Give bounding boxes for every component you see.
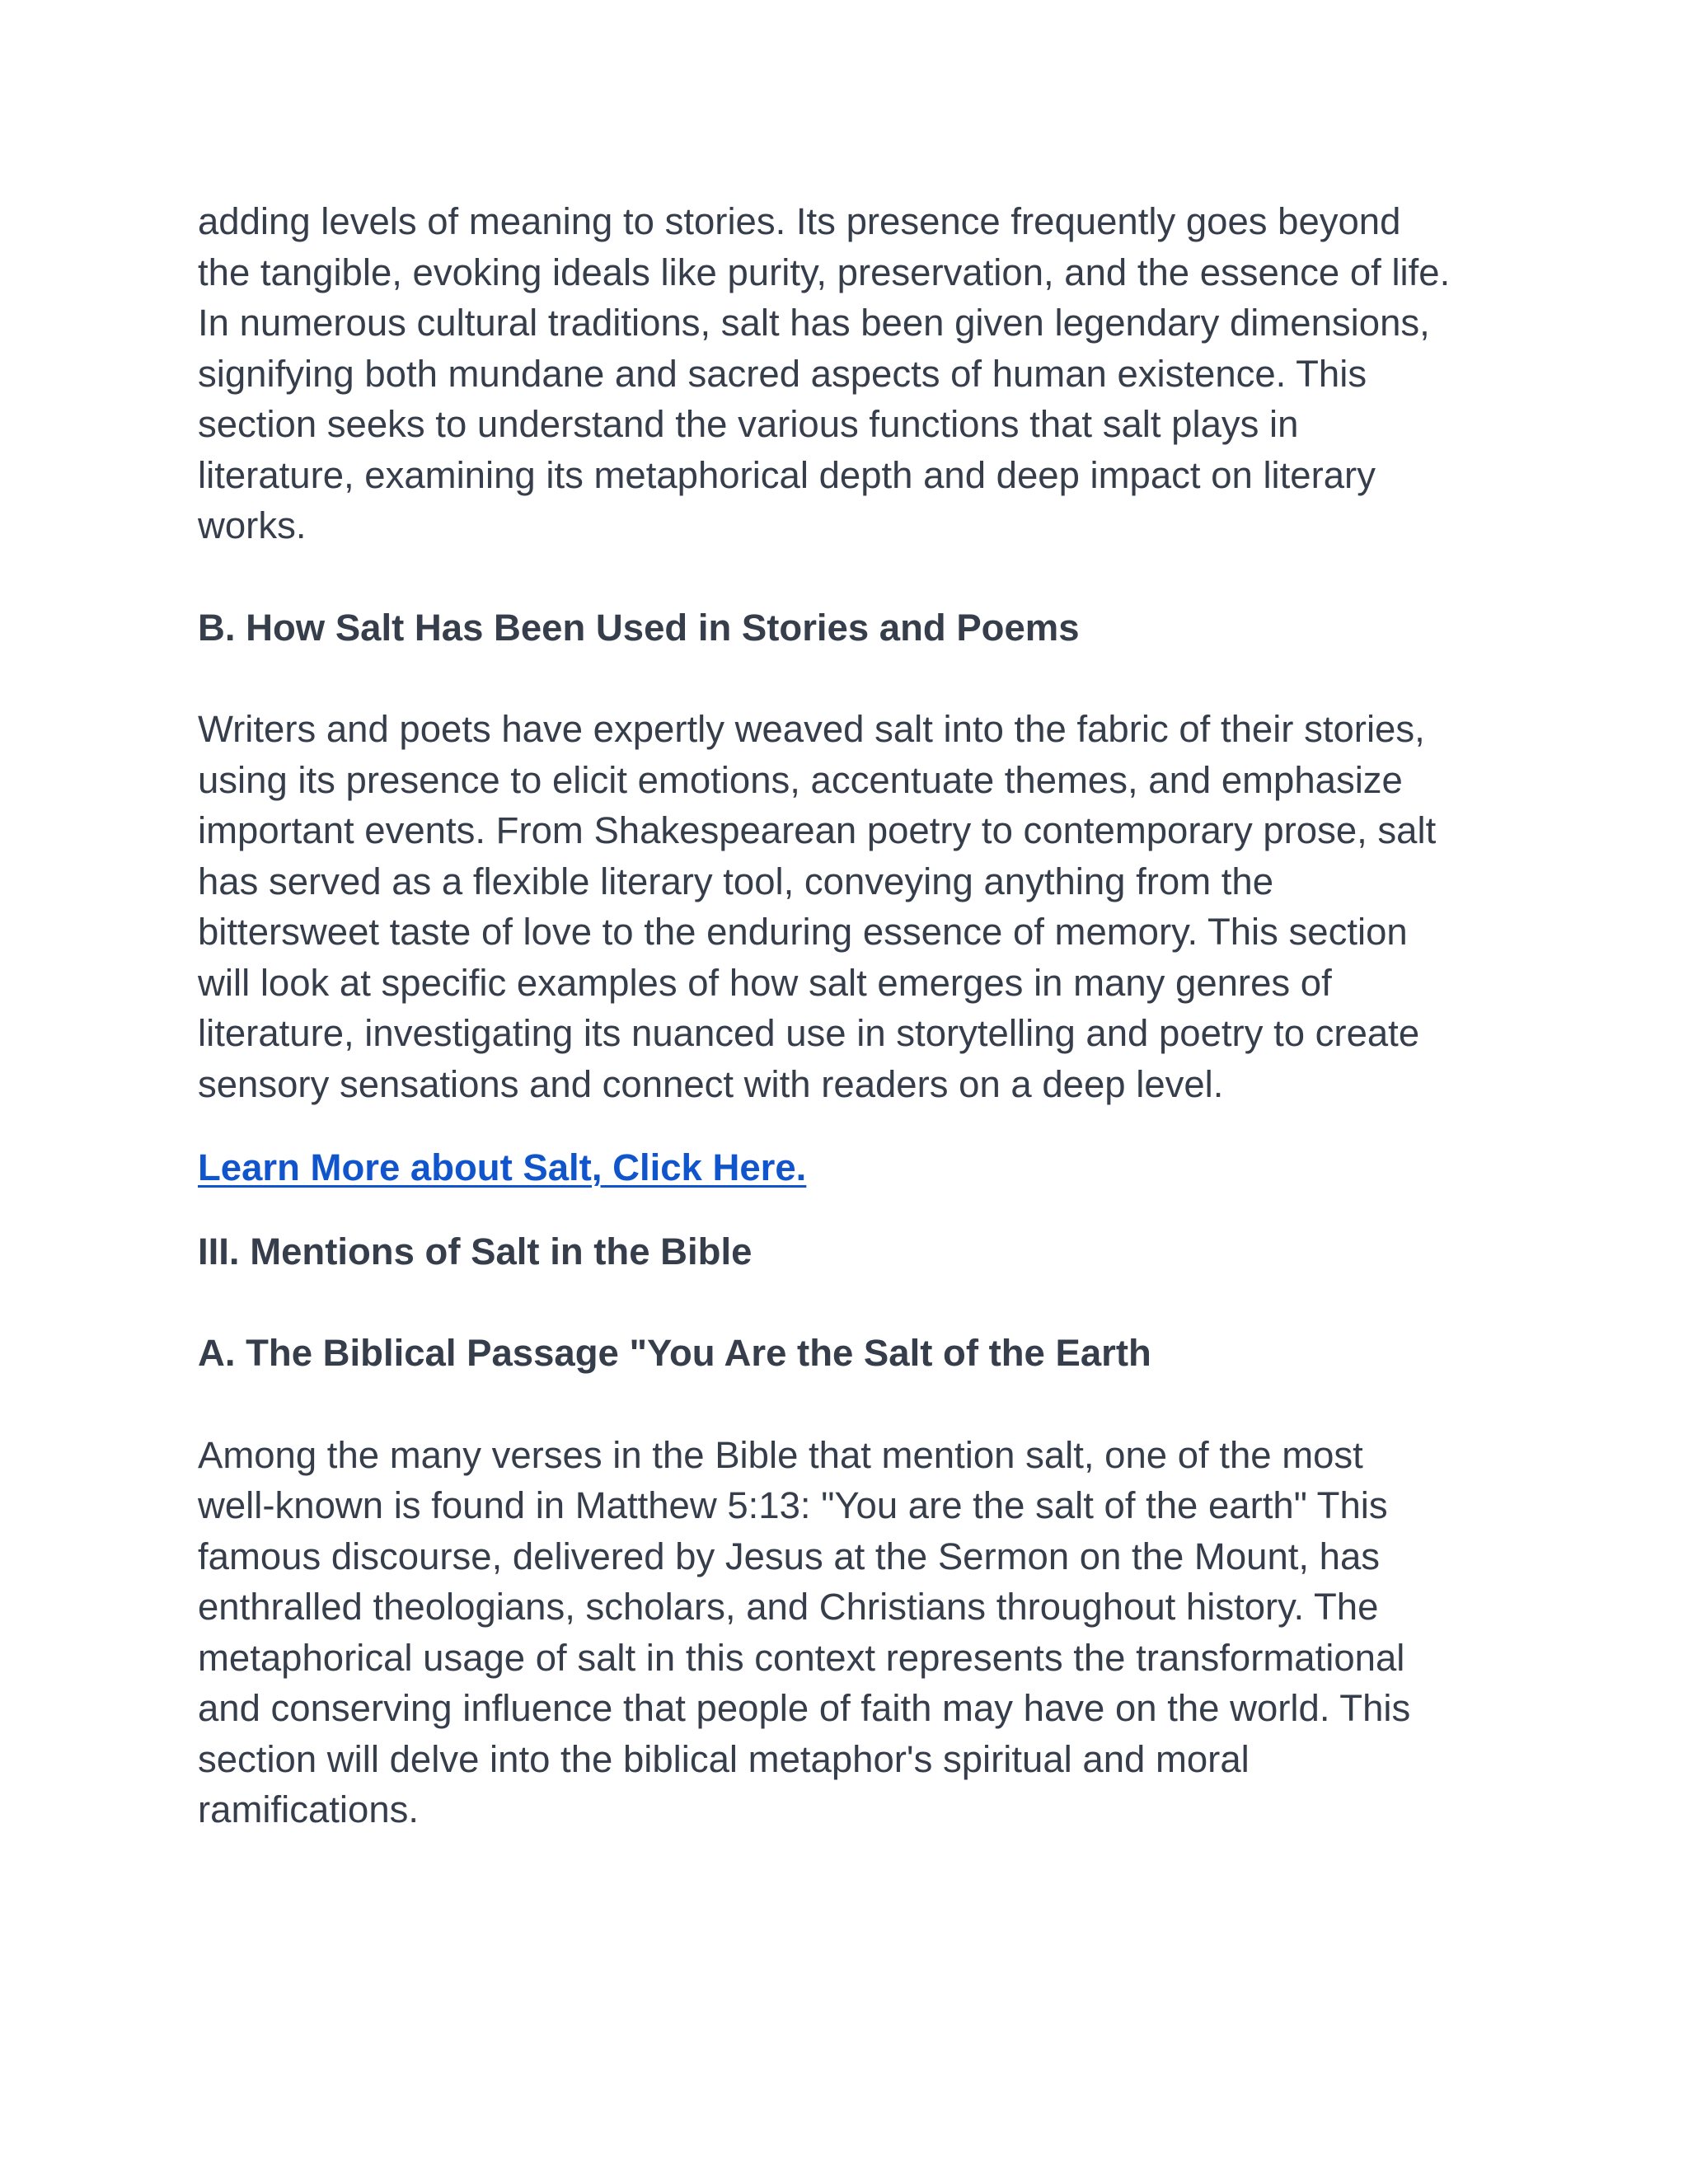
paragraph-line: literature, investigating its nuanced use in storytelling and poetry to create (198, 1012, 1420, 1054)
paragraph-line: has served as a flexible literary tool, conveying anything from the (198, 860, 1274, 902)
paragraph-line: will look at specific examples of how salt emerges in many genres of (198, 961, 1332, 1004)
paragraph-line: adding levels of meaning to stories. Its presence frequently goes beyond (198, 200, 1401, 242)
section-a-paragraph (198, 1430, 1517, 1835)
paragraph-line: ramifications. (198, 1788, 420, 1830)
paragraph-line: Writers and poets have expertly weaved salt into the fabric of their stories, (198, 708, 1425, 750)
paragraph-line: works. (198, 504, 307, 546)
document-page (198, 196, 1517, 1835)
paragraph-line: Among the many verses in the Bible that mention salt, one of the most (198, 1433, 1363, 1476)
paragraph-line: literature, examining its metaphorical depth and deep impact on literary (198, 453, 1376, 496)
paragraph-line: famous discourse, delivered by Jesus at the Sermon on the Mount, has (198, 1535, 1381, 1577)
paragraph-line: bittersweet taste of love to the enduring essence of memory. This section (198, 911, 1408, 953)
paragraph-line: In numerous cultural traditions, salt has been given legendary dimensions, (198, 302, 1430, 344)
section-b-paragraph (198, 704, 1517, 1109)
paragraph-line: the tangible, evoking ideals like purity, preservation, and the essence of life. (198, 251, 1451, 293)
paragraph-line: section seeks to understand the various functions that salt plays in (198, 403, 1299, 445)
paragraph-line: enthralled theologians, scholars, and Christians throughout history. The (198, 1586, 1379, 1628)
intro-paragraph (198, 196, 1517, 551)
paragraph-line: and conserving influence that people of faith may have on the world. This (198, 1687, 1411, 1729)
section-b-heading: B. How Salt Has Been Used in Stories and Poems (198, 606, 1080, 649)
paragraph-line: sensory sensations and connect with readers on a deep level. (198, 1062, 1224, 1105)
paragraph-line: section will delve into the biblical metaphor's spiritual and moral (198, 1737, 1250, 1780)
paragraph-line: important events. From Shakespearean poetry to contemporary prose, salt (198, 809, 1437, 851)
section-iii-heading: III. Mentions of Salt in the Bible (198, 1230, 753, 1272)
paragraph-line: signifying both mundane and sacred aspects of human existence. This (198, 352, 1367, 395)
paragraph-line: well-known is found in Matthew 5:13: "You are the salt of the earth" This (198, 1484, 1388, 1526)
paragraph-line: metaphorical usage of salt in this context represents the transformational (198, 1636, 1405, 1679)
paragraph-line: using its presence to elicit emotions, accentuate themes, and emphasize (198, 758, 1403, 801)
section-a-heading: A. The Biblical Passage "You Are the Salt of the Earth (198, 1332, 1151, 1374)
learn-more-link[interactable]: Learn More about Salt, Click Here. (198, 1146, 807, 1188)
